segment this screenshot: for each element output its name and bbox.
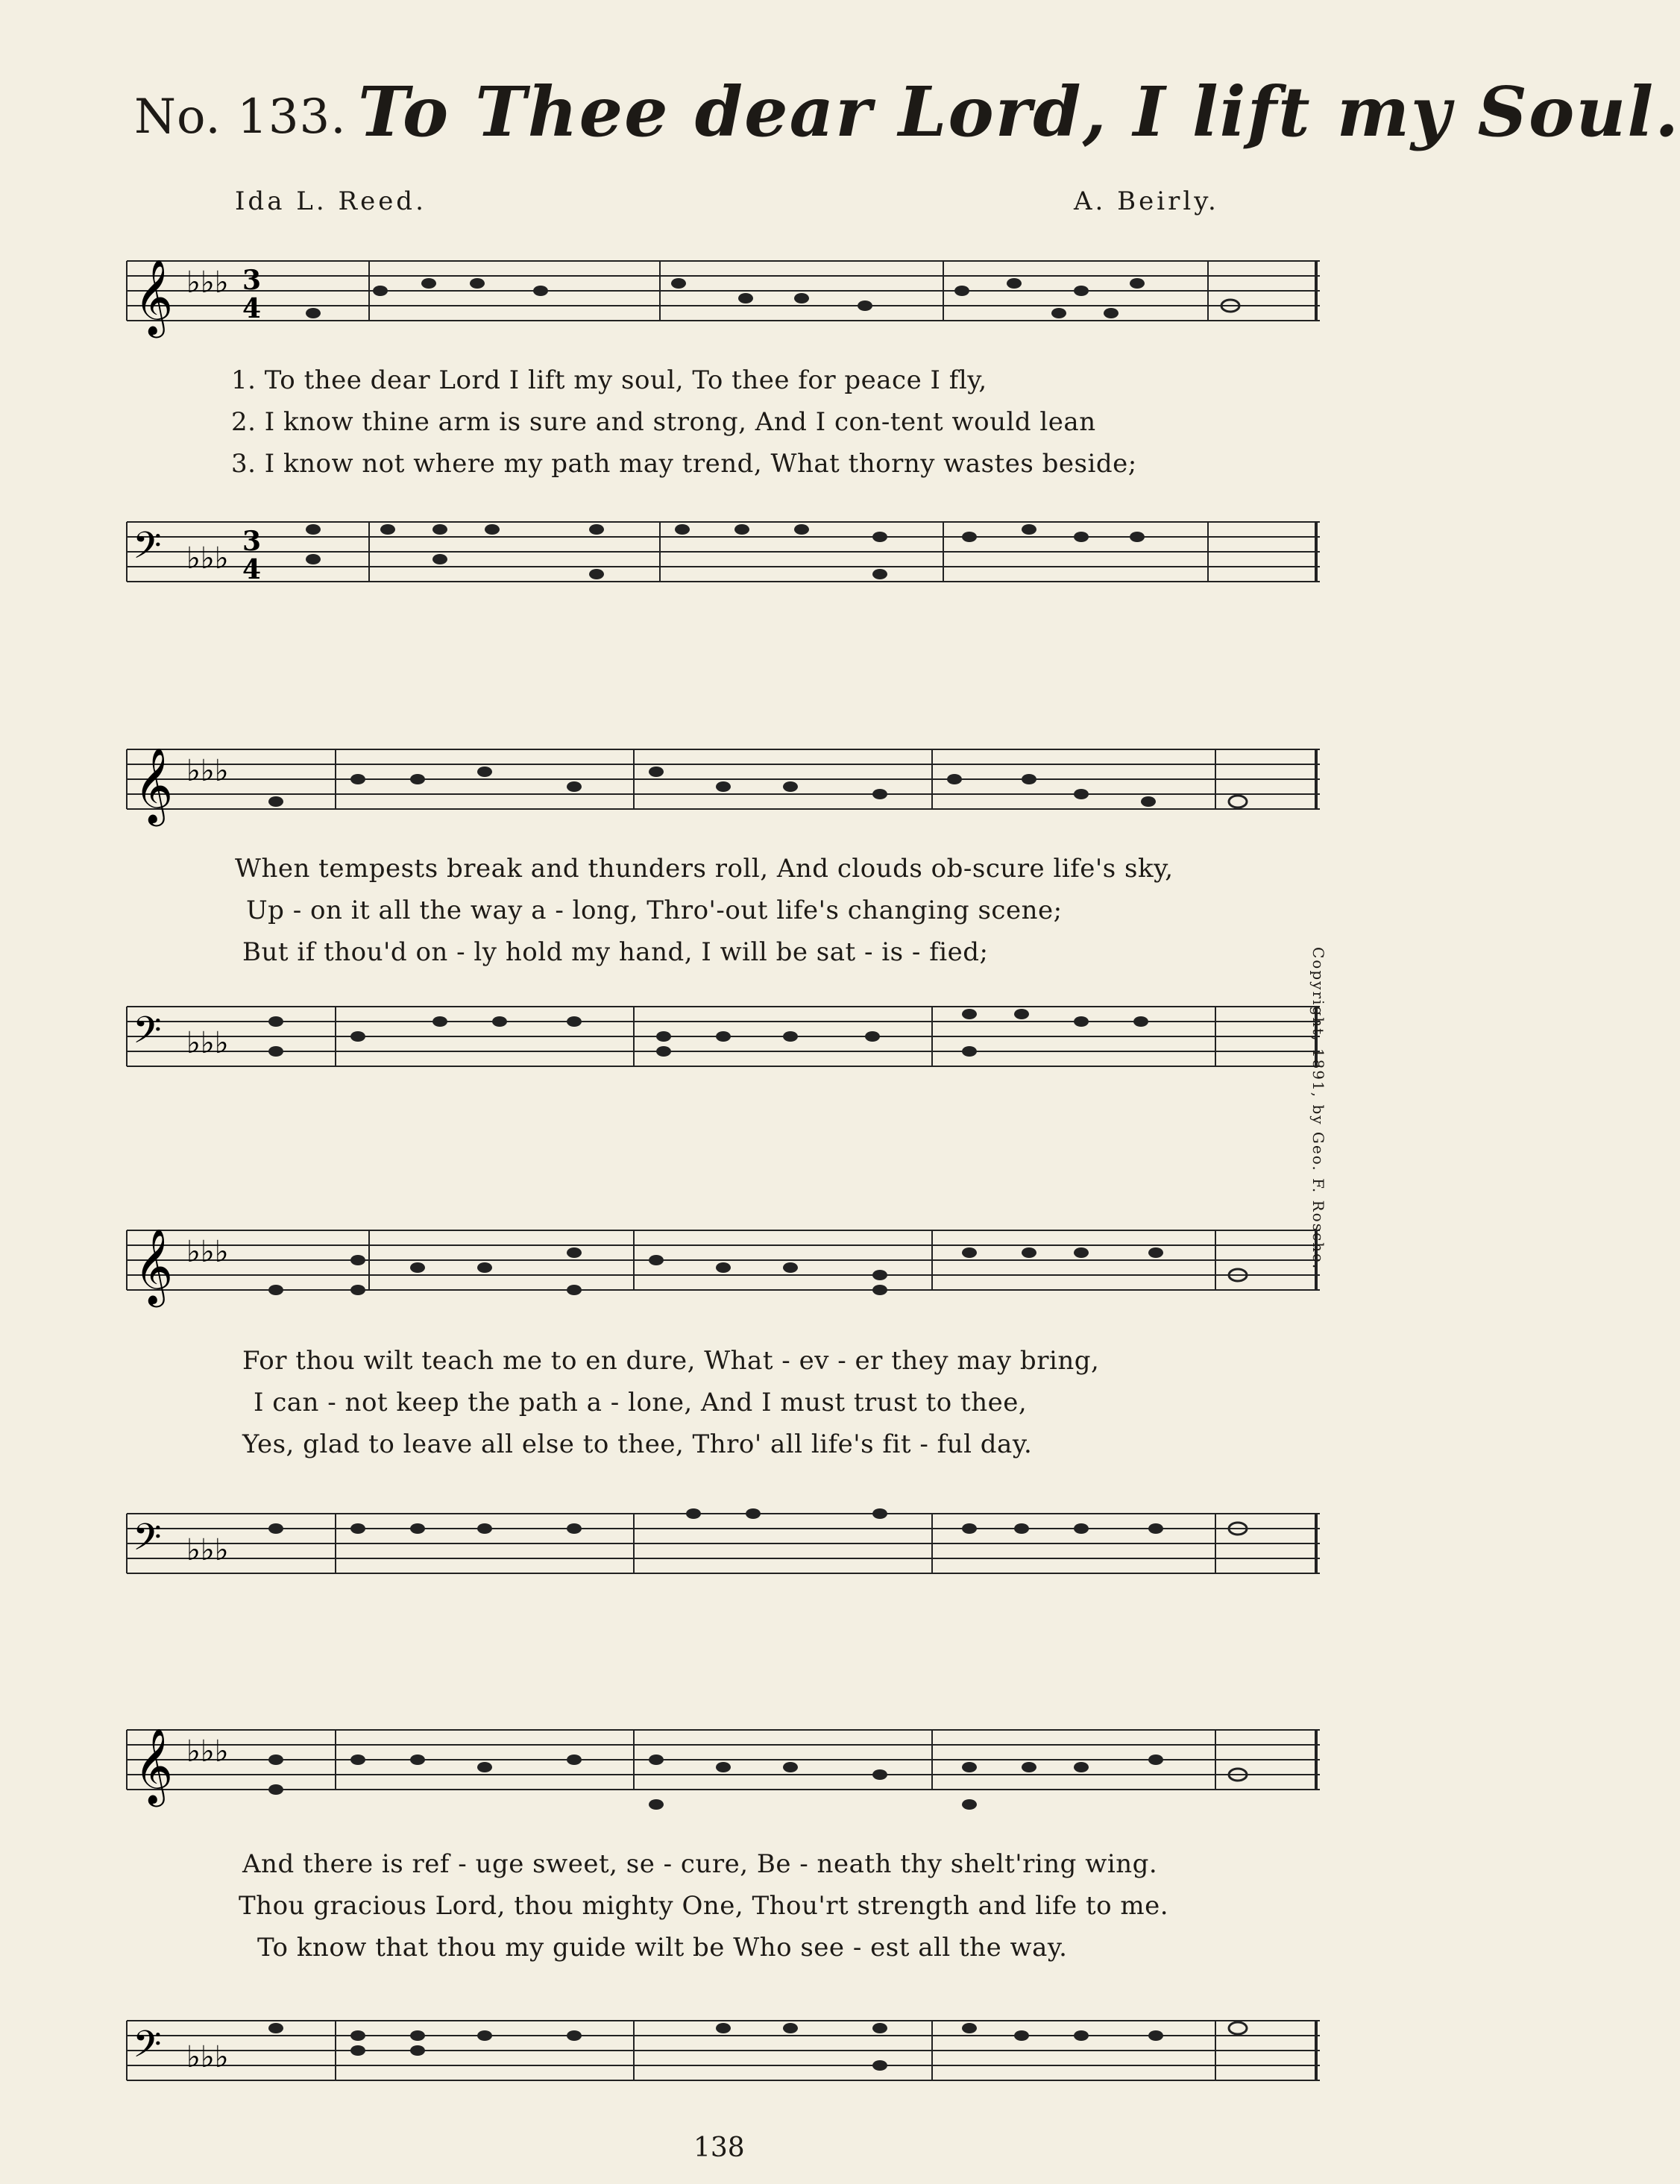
lyricist-credit: Ida L. Reed.	[235, 186, 427, 216]
verse-line: But if thou'd on - ly hold my hand, I will be sat - is - fied;	[242, 937, 989, 967]
bass-staff	[112, 1499, 1320, 1611]
copyright-notice: Copyright, 1891, by Geo. F. Rosche.	[1309, 947, 1327, 1271]
composer-credit: A. Beirly.	[1074, 186, 1219, 216]
music-system-3	[112, 1200, 1320, 1618]
svg-text:3: 3	[242, 526, 262, 557]
music-system-2	[112, 720, 1320, 1137]
hymn-number: No. 133.	[134, 89, 347, 145]
svg-text:♭♭♭: ♭♭♭	[186, 541, 229, 576]
bass-clef-icon: 𝄢	[133, 524, 162, 576]
svg-text:♭♭♭: ♭♭♭	[186, 2040, 229, 2074]
svg-text:4: 4	[242, 293, 262, 324]
svg-text:4: 4	[242, 554, 262, 585]
verse-line: Thou gracious Lord, thou mighty One, Thou'rt strength and life to me.	[239, 1891, 1169, 1921]
svg-text:♭♭♭: ♭♭♭	[186, 1533, 229, 1567]
verse-line: 1. To thee dear Lord I lift my soul, To thee for peace I fly,	[231, 365, 987, 395]
bass-clef-icon: 𝄢	[133, 2023, 162, 2075]
bass-staff	[112, 507, 1320, 619]
treble-clef-icon: 𝄞	[134, 1227, 174, 1304]
music-system-4	[112, 1700, 1320, 2118]
treble-staff	[112, 1215, 1320, 1320]
treble-staff	[112, 734, 1320, 839]
bass-staff	[112, 2006, 1320, 2118]
page-number: 138	[693, 2133, 745, 2163]
verse-line: I can - not keep the path a - lone, And I must trust to thee,	[254, 1388, 1028, 1417]
treble-clef-icon: 𝄞	[134, 1727, 174, 1804]
verse-line: For thou wilt teach me to en dure, What - ev - er they may bring,	[242, 1346, 1100, 1376]
svg-text:♭♭♭: ♭♭♭	[186, 1235, 229, 1269]
bass-staff	[112, 992, 1320, 1104]
bass-clef-icon: 𝄢	[133, 1009, 162, 1061]
verse-line: 2. I know thine arm is sure and strong, And I con-tent would lean	[231, 407, 1096, 437]
svg-text:3: 3	[242, 265, 262, 296]
music-system-1	[112, 231, 1320, 649]
verse-line: When tempests break and thunders roll, And clouds ob-scure life's sky,	[235, 854, 1174, 884]
treble-staff	[112, 246, 1320, 350]
treble-clef-icon: 𝄞	[134, 258, 174, 335]
treble-clef-icon: 𝄞	[134, 746, 174, 823]
bass-clef-icon: 𝄢	[133, 1516, 162, 1568]
treble-staff	[112, 1715, 1320, 1819]
verse-line: Yes, glad to leave all else to thee, Thro' all life's fit - ful day.	[242, 1429, 1033, 1459]
hymn-title: To Thee dear Lord, I lift my Soul.	[358, 72, 1680, 152]
verse-line: And there is ref - uge sweet, se - cure, Be - neath thy shelt'ring wing.	[242, 1849, 1158, 1879]
svg-text:♭♭♭: ♭♭♭	[186, 1734, 229, 1769]
svg-text:♭♭♭: ♭♭♭	[186, 1026, 229, 1060]
verse-line: 3. I know not where my path may trend, What thorny wastes beside;	[231, 449, 1137, 479]
svg-text:♭♭♭: ♭♭♭	[186, 754, 229, 788]
verse-line: To know that thou my guide wilt be Who see - est all the way.	[257, 1933, 1068, 1963]
title-row	[134, 67, 1680, 157]
svg-text:♭♭♭: ♭♭♭	[186, 265, 229, 300]
verse-line: Up - on it all the way a - long, Thro'-out life's changing scene;	[246, 896, 1063, 925]
